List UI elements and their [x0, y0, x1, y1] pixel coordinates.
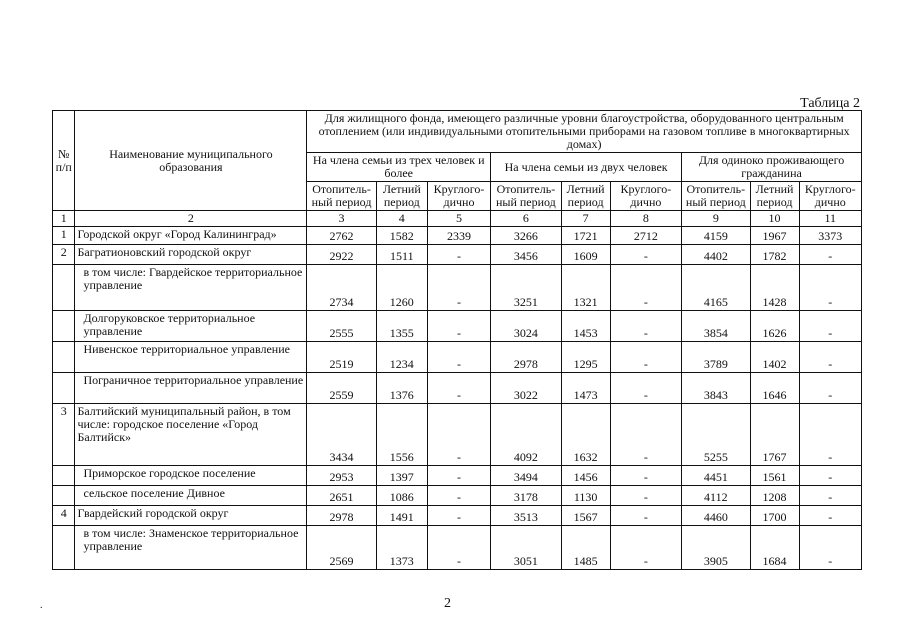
value-cell: 3251 [491, 265, 561, 311]
value-cell: 3456 [491, 245, 561, 265]
row-number [53, 486, 75, 506]
header-row-1 [53, 111, 862, 153]
value-cell: 1376 [376, 373, 427, 404]
table-row [53, 245, 862, 265]
value-cell: 1397 [376, 466, 427, 486]
row-number: 2 [53, 245, 75, 265]
value-cell: 1473 [561, 373, 610, 404]
municipality-name: Городской округ «Город Калининград» [75, 227, 307, 245]
column-number-row [53, 211, 862, 227]
value-cell: 2922 [307, 245, 376, 265]
period-summer: Летний период [750, 182, 799, 211]
value-cell: 1485 [561, 526, 610, 570]
value-cell: - [427, 311, 490, 342]
value-cell: 2978 [307, 506, 376, 526]
municipality-name: в том числе: Знаменское территориальное управление [75, 526, 307, 570]
value-cell: - [799, 526, 861, 570]
value-cell: 2762 [307, 227, 376, 245]
period-heating: Отопитель-ный период [491, 182, 561, 211]
value-cell: 4159 [682, 227, 750, 245]
col-number: 4 [376, 211, 427, 227]
value-cell: 1086 [376, 486, 427, 506]
value-cell: 4165 [682, 265, 750, 311]
value-cell: 1402 [750, 342, 799, 373]
col-number: 8 [610, 211, 681, 227]
row-number: 1 [53, 227, 75, 245]
value-cell: 2339 [427, 227, 490, 245]
value-cell: 4092 [491, 404, 561, 466]
col-number: 7 [561, 211, 610, 227]
value-cell: 2555 [307, 311, 376, 342]
value-cell: 4451 [682, 466, 750, 486]
value-cell: 3022 [491, 373, 561, 404]
value-cell: 3051 [491, 526, 561, 570]
value-cell: 1609 [561, 245, 610, 265]
value-cell: 1355 [376, 311, 427, 342]
value-cell: - [799, 245, 861, 265]
value-cell: 2734 [307, 265, 376, 311]
table-row [53, 342, 862, 373]
value-cell: 1582 [376, 227, 427, 245]
value-cell: 1260 [376, 265, 427, 311]
value-cell: 3789 [682, 342, 750, 373]
period-summer: Летний период [561, 182, 610, 211]
period-heating: Отопитель-ный период [682, 182, 750, 211]
value-cell: 1684 [750, 526, 799, 570]
value-cell: - [799, 466, 861, 486]
value-cell: 1130 [561, 486, 610, 506]
row-number [53, 526, 75, 570]
table-row [53, 265, 862, 311]
value-cell: 1428 [750, 265, 799, 311]
value-cell: 2559 [307, 373, 376, 404]
col-number: 3 [307, 211, 376, 227]
value-cell: - [610, 526, 681, 570]
value-cell: - [427, 486, 490, 506]
value-cell: 1700 [750, 506, 799, 526]
municipality-name: Багратионовский городской округ [75, 245, 307, 265]
group-header-three: На члена семьи из трех человек и более [307, 153, 491, 182]
value-cell: - [799, 404, 861, 466]
col-number: 2 [75, 211, 307, 227]
table-row [53, 373, 862, 404]
value-cell: 3843 [682, 373, 750, 404]
value-cell: 1295 [561, 342, 610, 373]
value-cell: 4460 [682, 506, 750, 526]
value-cell: - [610, 506, 681, 526]
value-cell: - [610, 486, 681, 506]
municipality-name: Нивенское территориальное управление [75, 342, 307, 373]
value-cell: 3905 [682, 526, 750, 570]
municipality-name: в том числе: Гвардейское территориальное управление [75, 265, 307, 311]
value-cell: - [610, 311, 681, 342]
value-cell: 2978 [491, 342, 561, 373]
value-cell: - [799, 265, 861, 311]
period-heating: Отопитель-ный период [307, 182, 376, 211]
municipality-name: Пограничное территориальное управление [75, 373, 307, 404]
value-cell: 3178 [491, 486, 561, 506]
row-number [53, 342, 75, 373]
value-cell: 1511 [376, 245, 427, 265]
value-cell: - [610, 265, 681, 311]
value-cell: 1321 [561, 265, 610, 311]
value-cell: 4402 [682, 245, 750, 265]
municipality-name: Долгоруковское территориальное управление [75, 311, 307, 342]
value-cell: 1453 [561, 311, 610, 342]
municipality-name: Гвардейский городской округ [75, 506, 307, 526]
value-cell: - [610, 466, 681, 486]
col-number: 10 [750, 211, 799, 227]
corner-mark: . [40, 600, 43, 611]
value-cell: 2569 [307, 526, 376, 570]
value-cell: - [799, 373, 861, 404]
value-cell: 1646 [750, 373, 799, 404]
group-header-two: На члена семьи из двух человек [491, 153, 682, 182]
value-cell: - [610, 373, 681, 404]
value-cell: 4112 [682, 486, 750, 506]
value-cell: 2953 [307, 466, 376, 486]
value-cell: 1456 [561, 466, 610, 486]
value-cell: 2712 [610, 227, 681, 245]
value-cell: 2519 [307, 342, 376, 373]
table-row [53, 404, 862, 466]
table-body [53, 227, 862, 570]
table-label: Таблица 2 [800, 96, 860, 111]
value-cell: 3024 [491, 311, 561, 342]
table-row [53, 526, 862, 570]
value-cell: - [427, 245, 490, 265]
value-cell: 3373 [799, 227, 861, 245]
tariff-table [52, 110, 862, 570]
value-cell: - [799, 342, 861, 373]
value-cell: 1491 [376, 506, 427, 526]
value-cell: 2651 [307, 486, 376, 506]
value-cell: 1767 [750, 404, 799, 466]
value-cell: 3434 [307, 404, 376, 466]
table-row [53, 506, 862, 526]
col-number: 11 [799, 211, 861, 227]
value-cell: 1632 [561, 404, 610, 466]
value-cell: - [427, 404, 490, 466]
row-number [53, 466, 75, 486]
value-cell: 1626 [750, 311, 799, 342]
row-number: 4 [53, 506, 75, 526]
value-cell: - [427, 342, 490, 373]
col-num-header: № п/п [53, 111, 75, 211]
municipality-name: Приморское городское поселение [75, 466, 307, 486]
value-cell: 3266 [491, 227, 561, 245]
page-number: 2 [444, 596, 451, 611]
value-cell: 1782 [750, 245, 799, 265]
col-number: 1 [53, 211, 75, 227]
municipality-name: Балтийский муниципальный район, в том числе: городское поселение «Город Балтийск» [75, 404, 307, 466]
value-cell: 1208 [750, 486, 799, 506]
row-number [53, 373, 75, 404]
value-cell: 5255 [682, 404, 750, 466]
value-cell: 1561 [750, 466, 799, 486]
value-cell: - [610, 404, 681, 466]
period-year: Круглого-дично [799, 182, 861, 211]
value-cell: - [427, 265, 490, 311]
value-cell: 3494 [491, 466, 561, 486]
value-cell: - [799, 486, 861, 506]
group-title-header: Для жилищного фонда, имеющего различные уровни благоустройства, оборудованного центральным отоплением (или индивидуальными отопительными приборами на газовом топливе в многоквартирных домах) [307, 111, 862, 153]
period-summer: Летний период [376, 182, 427, 211]
row-number [53, 265, 75, 311]
col-number: 9 [682, 211, 750, 227]
table-row [53, 227, 862, 245]
period-year: Круглого-дично [610, 182, 681, 211]
value-cell: - [427, 506, 490, 526]
value-cell: 3854 [682, 311, 750, 342]
value-cell: 1721 [561, 227, 610, 245]
value-cell: - [799, 311, 861, 342]
value-cell: 1234 [376, 342, 427, 373]
table-row [53, 486, 862, 506]
col-number: 6 [491, 211, 561, 227]
period-year: Круглого-дично [427, 182, 490, 211]
table-row [53, 466, 862, 486]
value-cell: - [427, 466, 490, 486]
row-number [53, 311, 75, 342]
value-cell: 3513 [491, 506, 561, 526]
col-number: 5 [427, 211, 490, 227]
value-cell: 1567 [561, 506, 610, 526]
value-cell: 1967 [750, 227, 799, 245]
row-number: 3 [53, 404, 75, 466]
value-cell: 1373 [376, 526, 427, 570]
table-row [53, 311, 862, 342]
municipality-name: сельское поселение Дивное [75, 486, 307, 506]
value-cell: - [799, 506, 861, 526]
col-name-header: Наименование муниципального образования [75, 111, 307, 211]
group-header-single: Для одиноко проживающего гражданина [682, 153, 862, 182]
value-cell: - [610, 245, 681, 265]
value-cell: - [427, 373, 490, 404]
value-cell: - [427, 526, 490, 570]
value-cell: 1556 [376, 404, 427, 466]
value-cell: - [610, 342, 681, 373]
